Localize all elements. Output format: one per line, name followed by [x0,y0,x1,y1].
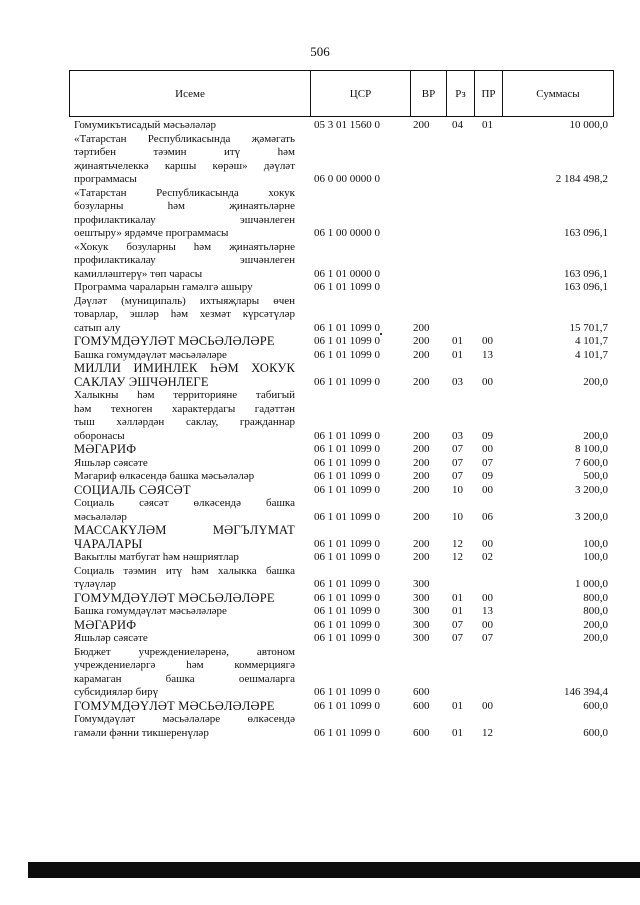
row-sum: 10 000,0 [569,119,608,131]
table-row [0,349,640,363]
row-csr: 06 1 01 1099 0 [314,281,380,293]
row-name-line: ГОМУМДӘҮЛӘТ МӘСЬӘЛӘЛӘРЕ [74,590,275,605]
table-row [0,443,640,457]
row-vr: 600 [413,726,430,739]
row-vr: 200 [413,537,430,550]
row-rz: 12 [452,551,463,563]
row-name-line: Гомумикътисадый мәсьәләләр [74,119,216,131]
row-name-line: гамәли фәнни тикшеренүләр [74,726,209,739]
row-name [74,713,295,740]
row-name [74,362,295,389]
row-pr: 07 [482,632,493,644]
row-name [74,619,295,633]
scan-speck [380,333,382,335]
row-name-line: җинаятьчелеккә каршы көрәш» дәүләт [74,159,295,172]
table-row [0,119,640,133]
row-name [74,187,295,241]
row-name [74,646,295,700]
row-rz: 07 [452,632,463,644]
row-sum: 200,0 [583,632,608,644]
row-name-line: тыш хәлләрдән саклау, гражданнар [74,416,295,428]
row-name-line: Яшьләр сәясәте [74,456,148,469]
row-vr: 300 [413,618,430,631]
row-sum: 163 096,1 [564,281,608,293]
row-rz: 01 [452,605,463,617]
row-csr: 06 1 01 1099 0 [314,605,380,617]
row-name [74,295,295,336]
row-sum: 3 200,0 [575,483,608,496]
row-name [74,241,295,282]
row-name [74,700,295,714]
header-rz: Рз [455,87,466,100]
table-row [0,524,640,551]
row-vr: 300 [413,578,430,590]
row-name-line: Социаль тәэмин итү һәм халыкка башка [74,564,295,577]
row-rz: 12 [452,537,463,550]
row-rz: 03 [452,429,463,442]
row-name-line: МАССАКҮЛӘМ МӘГЪЛҮМАТ [74,523,295,537]
row-name [74,133,295,187]
row-name [74,565,295,592]
row-vr: 200 [413,335,430,347]
row-sum: 163 096,1 [564,267,608,280]
table-row [0,295,640,336]
row-name-line: Башка гомумдәүләт мәсьәләләре [74,348,227,361]
table-row [0,484,640,498]
row-rz: 01 [452,699,463,712]
row-name-line: оештыру» ярдәмче программасы [74,227,229,239]
table-row [0,457,640,471]
row-sum: 100,0 [583,537,608,550]
table-row [0,700,640,714]
row-name-line: ГОМУМДӘҮЛӘТ МӘСЬӘЛӘЛӘРЕ [74,334,275,348]
scan-edge-bar [28,862,640,878]
row-pr: 00 [482,699,493,712]
row-name-line: Халыкны һәм территорияне табигый [74,389,295,401]
row-name-line: профилактикалау эшчәнлеген [74,213,295,226]
row-csr: 06 1 01 1099 0 [314,335,380,347]
row-sum: 600,0 [583,699,608,712]
row-pr: 00 [482,618,493,631]
row-sum: 200,0 [583,375,608,388]
row-name-line: Гомумдәүләт мәсьәләләре өлкәсендә [74,713,295,725]
table-row [0,362,640,389]
row-pr: 13 [482,348,493,361]
row-pr: 02 [482,551,493,563]
row-name [74,349,295,363]
table-row [0,565,640,592]
row-sum: 500,0 [583,470,608,482]
table-row [0,713,640,740]
row-name-line: Башка гомумдәүләт мәсьәләләре [74,605,227,617]
row-vr: 200 [413,470,430,482]
row-csr: 06 1 01 1099 0 [314,618,380,631]
row-name-line: профилактикалау эшчәнлеген [74,254,295,266]
row-name [74,443,295,457]
row-name [74,484,295,498]
row-csr: 06 1 01 1099 0 [314,483,380,496]
row-rz: 07 [452,470,463,482]
row-name-line: товарлар, эшләр һәм хезмәт күрсәтүләр [74,308,295,320]
row-csr: 06 1 01 1099 0 [314,510,380,523]
page-number: 506 [310,44,330,59]
row-name-line: Вакытлы матбугат һәм нәшриятлар [74,551,239,563]
row-name-line: МӘГАРИФ [74,442,137,456]
table-row [0,241,640,282]
row-pr: 09 [482,470,493,482]
row-name [74,470,295,484]
row-sum: 1 000,0 [575,578,608,590]
row-rz: 07 [452,443,463,455]
table-row [0,605,640,619]
table-row [0,497,640,524]
table-header [69,70,614,117]
row-vr: 200 [413,429,430,442]
row-sum: 200,0 [583,429,608,442]
row-sum: 15 701,7 [569,321,608,334]
row-csr: 06 1 01 1099 0 [314,591,380,604]
row-name-line: ЧАРАЛАРЫ [74,536,143,551]
row-name [74,119,295,133]
row-name-line: МӘГАРИФ [74,617,137,632]
row-vr: 200 [413,456,430,469]
row-csr: 06 0 00 0000 0 [314,173,380,185]
row-csr: 06 1 01 1099 0 [314,726,380,739]
row-csr: 06 1 01 1099 0 [314,456,380,469]
row-name-line: «Хокук бозуларны һәм җинаятьләрне [74,240,295,253]
row-name [74,592,295,606]
row-vr: 600 [413,699,430,712]
row-name-line: САКЛАУ ЭШЧӘНЛЕГЕ [74,374,209,389]
row-pr: 00 [482,335,493,347]
row-pr: 01 [482,119,493,131]
row-name-line: «Татарстан Республикасында җәмәгать [74,132,295,145]
row-pr: 06 [482,510,493,523]
table-row [0,389,640,443]
row-vr: 300 [413,632,430,644]
row-name-line: карамаган башка оешмаларга [74,672,295,685]
row-name [74,281,295,295]
row-name [74,389,295,443]
row-sum: 800,0 [583,605,608,617]
row-sum: 200,0 [583,618,608,631]
row-rz: 07 [452,456,463,469]
row-rz: 10 [452,510,463,523]
table-row [0,133,640,187]
row-pr: 09 [482,429,493,442]
row-name-line: түләүләр [74,578,117,590]
row-name [74,551,295,565]
row-sum: 600,0 [583,726,608,739]
row-pr: 00 [482,375,493,388]
row-rz: 01 [452,726,463,739]
row-sum: 100,0 [583,551,608,563]
row-csr: 06 1 01 0000 0 [314,267,380,280]
header-sum: Суммасы [536,87,580,100]
header-vr: ВР [421,87,436,100]
row-rz: 01 [452,591,463,604]
row-sum: 8 100,0 [575,443,608,455]
row-csr: 06 1 01 1099 0 [314,321,380,334]
row-vr: 200 [413,443,430,455]
row-csr: 06 1 01 1099 0 [314,699,380,712]
table-row [0,551,640,565]
row-sum: 4 101,7 [575,335,608,347]
table-row [0,646,640,700]
row-vr: 200 [413,510,430,523]
row-name [74,524,295,551]
row-name [74,497,295,524]
table-row [0,592,640,606]
row-pr: 12 [482,726,493,739]
table-row [0,619,640,633]
row-name-line: камилләштерү» төп чарасы [74,267,203,280]
row-vr: 200 [413,348,430,361]
row-sum: 4 101,7 [575,348,608,361]
row-name [74,605,295,619]
row-csr: 05 3 01 1560 0 [314,119,380,131]
row-rz: 01 [452,348,463,361]
row-name-line: Яшьләр сәясәте [74,632,148,644]
row-name-line: субсидияләр бирү [74,686,159,698]
row-name-line: Дәүләт (муниципаль) ихтыяҗлары өчен [74,294,295,307]
row-vr: 300 [413,591,430,604]
row-name-line: МИЛЛИ ИМИНЛЕК ҺӘМ ХОКУК [74,361,295,375]
row-vr: 200 [413,375,430,388]
table-body [0,119,640,740]
row-pr: 00 [482,537,493,550]
row-pr: 13 [482,605,493,617]
row-csr: 06 1 01 1099 0 [314,578,380,590]
row-vr: 200 [413,321,430,334]
row-vr: 200 [413,551,430,563]
table-row [0,335,640,349]
row-vr: 200 [413,483,430,496]
row-vr: 300 [413,605,430,617]
row-name-line: оборонасы [74,429,125,442]
row-csr: 06 1 00 0000 0 [314,227,380,239]
row-name [74,457,295,471]
row-csr: 06 1 01 1099 0 [314,537,380,550]
row-name-line: бозуларны һәм җинаятьләрне [74,200,295,212]
row-name-line: программасы [74,173,137,185]
row-rz: 10 [452,483,463,496]
row-pr: 00 [482,443,493,455]
row-pr: 07 [482,456,493,469]
row-csr: 06 1 01 1099 0 [314,375,380,388]
row-sum: 146 394,4 [564,686,608,698]
row-name-line: Социаль сәясәт өлкәсендә башка [74,497,295,509]
row-name-line: тәртибен тәэмин итү һәм [74,146,295,158]
row-csr: 06 1 01 1099 0 [314,443,380,455]
header-name: Исеме [175,87,205,100]
row-name-line: Бюджет учреждениеләренә, автоном [74,645,295,658]
row-name [74,632,295,646]
row-csr: 06 1 01 1099 0 [314,632,380,644]
row-sum: 163 096,1 [564,227,608,239]
table-row [0,187,640,241]
row-rz: 07 [452,618,463,631]
row-csr: 06 1 01 1099 0 [314,686,380,698]
row-name-line: Программа чараларын гамәлгә ашыру [74,281,253,293]
row-rz: 03 [452,375,463,388]
row-pr: 00 [482,591,493,604]
row-vr: 600 [413,686,430,698]
row-csr: 06 1 01 1099 0 [314,348,380,361]
row-name-line: учреждениеләргә һәм коммерциягә [74,659,295,671]
row-name-line: ГОМУМДӘҮЛӘТ МӘСЬӘЛӘЛӘРЕ [74,698,275,713]
row-name [74,335,295,349]
table-row [0,470,640,484]
row-name-line: Мәгариф өлкәсендә башка мәсьәләләр [74,470,255,482]
header-csr: ЦСР [349,87,372,100]
row-csr: 06 1 01 1099 0 [314,429,380,442]
row-name-line: сатып алу [74,321,121,334]
row-name-line: мәсьәләләр [74,510,127,523]
row-csr: 06 1 01 1099 0 [314,551,380,563]
row-rz: 01 [452,335,463,347]
row-name-line: СОЦИАЛЬ СӘЯСӘТ [74,482,191,497]
row-vr: 200 [413,119,430,131]
row-sum: 7 600,0 [575,456,608,469]
table-row [0,632,640,646]
table-row [0,281,640,295]
row-name-line: «Татарстан Республикасында хокук [74,186,295,199]
row-sum: 2 184 498,2 [555,173,608,185]
row-sum: 3 200,0 [575,510,608,523]
row-rz: 04 [452,119,463,131]
header-pr: ПР [481,87,496,100]
row-pr: 00 [482,483,493,496]
row-sum: 800,0 [583,591,608,604]
row-csr: 06 1 01 1099 0 [314,470,380,482]
row-name-line: һәм техноген характердагы гадәттән [74,402,295,415]
